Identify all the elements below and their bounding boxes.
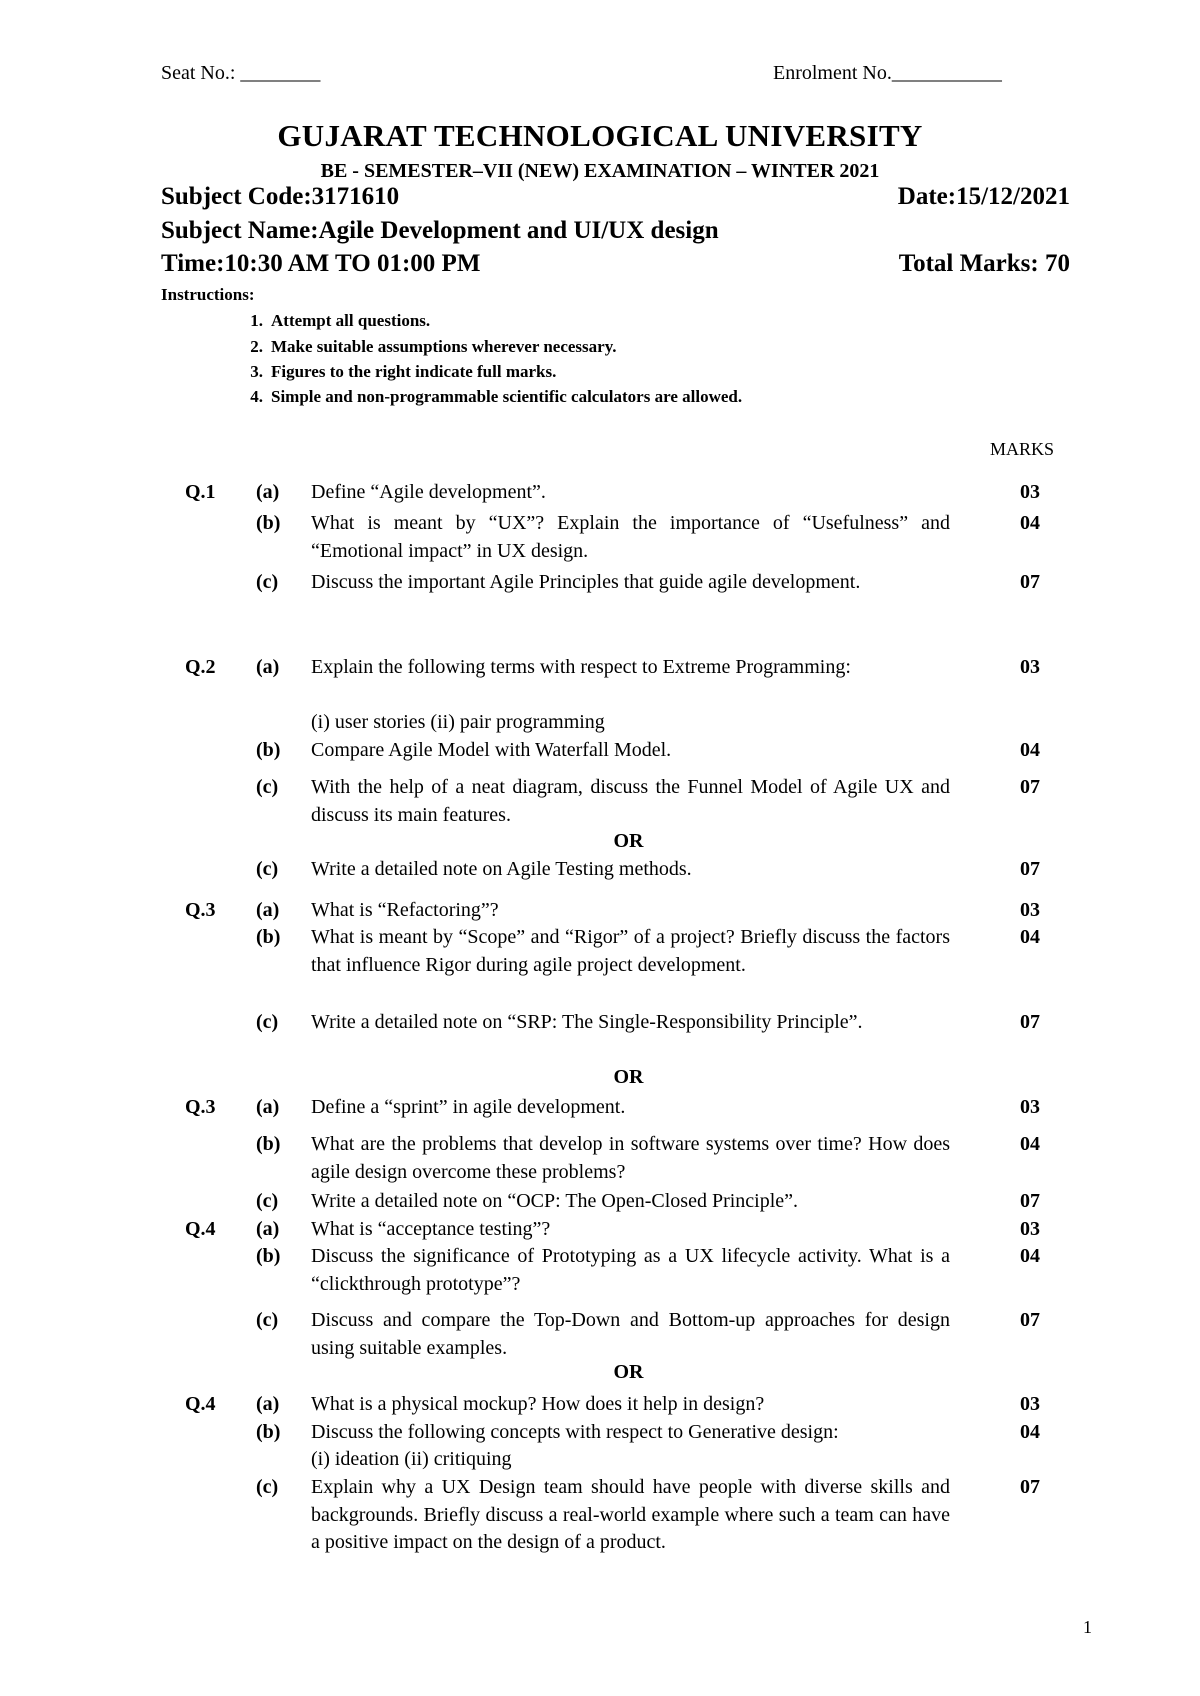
subject-code: Subject Code:3171610 bbox=[161, 183, 400, 210]
question-marks: 03 bbox=[1020, 1218, 1040, 1240]
question-text: Discuss the following concepts with respect to Generative design: bbox=[311, 1421, 839, 1443]
question-number: Q.2 bbox=[185, 656, 216, 678]
question-subtext: (i) ideation (ii) critiquing bbox=[311, 1448, 512, 1470]
question-marks: 04 bbox=[1020, 1133, 1040, 1155]
question-part: (b) bbox=[256, 1421, 281, 1443]
instruction-number: 3. bbox=[250, 362, 263, 381]
question-marks: 04 bbox=[1020, 512, 1040, 534]
instruction-number: 2. bbox=[250, 337, 263, 356]
enrolment-no: Enrolment No.___________ bbox=[773, 62, 1002, 84]
question-number: Q.1 bbox=[185, 481, 216, 503]
marks-heading: MARKS bbox=[989, 439, 1054, 459]
or-separator: OR bbox=[613, 1066, 644, 1088]
question-number: Q.4 bbox=[185, 1393, 216, 1415]
question-text: Compare Agile Model with Waterfall Model. bbox=[311, 739, 672, 761]
question-marks: 07 bbox=[1020, 1190, 1040, 1212]
question-text: What is a physical mockup? How does it help in design? bbox=[311, 1393, 765, 1415]
seat-no: Seat No.: ________ bbox=[161, 62, 321, 84]
question-marks: 07 bbox=[1020, 1309, 1040, 1331]
total-marks: Total Marks: 70 bbox=[898, 250, 1070, 277]
question-number: Q.4 bbox=[185, 1218, 216, 1240]
question-marks: 04 bbox=[1020, 1421, 1040, 1443]
question-text: Discuss the significance of Prototyping as a UX lifecycle activity. What is a “clickthrough prototype”? bbox=[311, 1245, 950, 1295]
question-number: Q.3 bbox=[185, 899, 216, 921]
question-marks: 03 bbox=[1020, 656, 1040, 678]
question-text: With the help of a neat diagram, discuss the Funnel Model of Agile UX and discuss its main features. bbox=[311, 776, 950, 826]
question-marks: 03 bbox=[1020, 1393, 1040, 1415]
question-part: (c) bbox=[256, 776, 279, 798]
question-text: What is “Refactoring”? bbox=[311, 899, 499, 921]
question-text: Discuss the important Agile Principles that guide agile development. bbox=[311, 571, 861, 593]
question-text: Write a detailed note on Agile Testing methods. bbox=[311, 858, 692, 880]
question-marks: 03 bbox=[1020, 899, 1040, 921]
question-text: Write a detailed note on “OCP: The Open-Closed Principle”. bbox=[311, 1190, 799, 1212]
question-marks: 03 bbox=[1020, 1096, 1040, 1118]
question-marks: 07 bbox=[1020, 858, 1040, 880]
question-marks: 03 bbox=[1020, 481, 1040, 503]
subject-name: Subject Name:Agile Development and UI/UX design bbox=[161, 217, 719, 244]
instructions-heading: Instructions: bbox=[161, 285, 255, 304]
question-marks: 07 bbox=[1020, 571, 1040, 593]
question-part: (c) bbox=[256, 1190, 279, 1212]
instruction-text: Figures to the right indicate full marks. bbox=[271, 362, 557, 381]
question-part: (b) bbox=[256, 926, 281, 948]
question-part: (c) bbox=[256, 571, 279, 593]
instruction-item bbox=[250, 362, 557, 382]
question-marks: 04 bbox=[1020, 926, 1040, 948]
instruction-item bbox=[250, 387, 743, 407]
instruction-number: 1. bbox=[250, 311, 263, 330]
question-subtext: (i) user stories (ii) pair programming bbox=[311, 711, 605, 733]
question-text: Define “Agile development”. bbox=[311, 481, 546, 503]
page-number: 1 bbox=[1083, 1617, 1092, 1637]
instruction-text: Make suitable assumptions wherever necessary. bbox=[271, 337, 617, 356]
question-text: What is meant by “Scope” and “Rigor” of a project? Briefly discuss the factors that influence Rigor during agile project development. bbox=[311, 926, 950, 976]
question-text: Explain why a UX Design team should have people with diverse skills and backgrounds. Briefly discuss a real-world example where such a team can have a positive impact on the design of a product. bbox=[311, 1476, 950, 1553]
question-part: (c) bbox=[256, 1011, 279, 1033]
question-marks: 07 bbox=[1020, 1476, 1040, 1498]
question-marks: 07 bbox=[1020, 776, 1040, 798]
question-part: (a) bbox=[256, 481, 280, 503]
question-number: Q.3 bbox=[185, 1096, 216, 1118]
question-part: (a) bbox=[256, 1393, 280, 1415]
question-text: What is meant by “UX”? Explain the importance of “Usefulness” and “Emotional impact” in UX design. bbox=[311, 512, 950, 562]
question-part: (a) bbox=[256, 1218, 280, 1240]
instruction-item bbox=[250, 311, 431, 331]
university-title: GUJARAT TECHNOLOGICAL UNIVERSITY bbox=[277, 118, 923, 153]
question-part: (c) bbox=[256, 1309, 279, 1331]
exam-subtitle: BE - SEMESTER–VII (NEW) EXAMINATION – WINTER 2021 bbox=[320, 160, 880, 182]
question-text: Discuss and compare the Top-Down and Bottom-up approaches for design using suitable examples. bbox=[311, 1309, 950, 1359]
question-part: (b) bbox=[256, 1133, 281, 1155]
instruction-number: 4. bbox=[250, 387, 263, 406]
question-part: (a) bbox=[256, 1096, 280, 1118]
question-part: (b) bbox=[256, 1245, 281, 1267]
question-marks: 04 bbox=[1020, 1245, 1040, 1267]
exam-time: Time:10:30 AM TO 01:00 PM bbox=[161, 250, 481, 277]
or-separator: OR bbox=[613, 1361, 644, 1383]
question-text: What is “acceptance testing”? bbox=[311, 1218, 551, 1240]
question-text: Define a “sprint” in agile development. bbox=[311, 1096, 626, 1118]
question-part: (a) bbox=[256, 899, 280, 921]
question-marks: 04 bbox=[1020, 739, 1040, 761]
question-part: (c) bbox=[256, 1476, 279, 1498]
question-part: (c) bbox=[256, 858, 279, 880]
exam-date: Date:15/12/2021 bbox=[897, 183, 1070, 210]
question-part: (b) bbox=[256, 512, 281, 534]
question-marks: 07 bbox=[1020, 1011, 1040, 1033]
question-text: What are the problems that develop in software systems over time? How does agile design overcome these problems? bbox=[311, 1133, 950, 1183]
question-text: Explain the following terms with respect to Extreme Programming: bbox=[311, 656, 851, 678]
question-part: (b) bbox=[256, 739, 281, 761]
or-separator: OR bbox=[613, 830, 644, 852]
question-text: Write a detailed note on “SRP: The Single-Responsibility Principle”. bbox=[311, 1011, 863, 1033]
question-part: (a) bbox=[256, 656, 280, 678]
instruction-item bbox=[250, 337, 617, 357]
instruction-text: Simple and non-programmable scientific calculators are allowed. bbox=[271, 387, 743, 406]
instruction-text: Attempt all questions. bbox=[271, 311, 431, 330]
